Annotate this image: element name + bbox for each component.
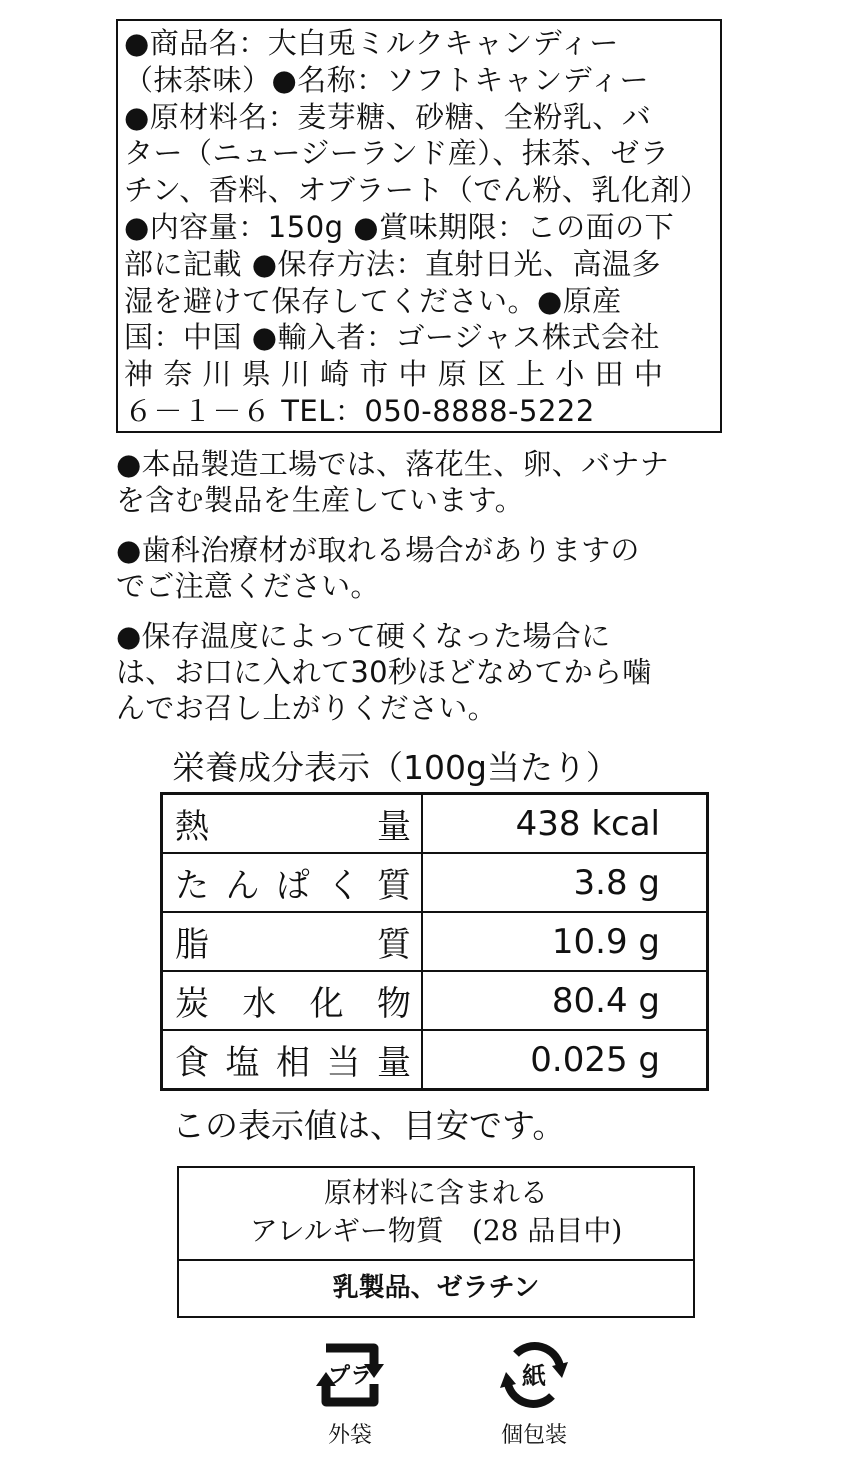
nutrient-label-char: 熱: [175, 807, 209, 847]
nutrient-label: [162, 971, 423, 1030]
nutrient-value: 80.4 g: [422, 971, 708, 1030]
nutrient-label: [162, 794, 423, 854]
nutrient-label-char: 相: [276, 1043, 310, 1083]
allergen-box: [177, 1166, 695, 1318]
nutrient-value: 3.8 g: [422, 853, 708, 912]
nutrient-label-char: 炭: [175, 984, 209, 1024]
recycle-caption: 個包装: [500, 1423, 567, 1448]
nutrient-label-char: た: [175, 866, 209, 906]
allergen-header-line: 原材料に含まれる: [323, 1176, 548, 1209]
nutrient-label-char: 量: [377, 807, 411, 847]
nutrient-value: 438 kcal: [422, 794, 708, 854]
dental-note: [116, 532, 736, 604]
nutrient-label-char: 水: [242, 984, 277, 1024]
nutrient-label-char: 化: [309, 984, 344, 1024]
nutrient-value: 10.9 g: [422, 912, 708, 971]
note-line: ●本品製造工場では、落花生、卵、バナナ: [116, 447, 670, 481]
info-line: ●内容量：150g ●賞味期限：この面の下: [124, 209, 675, 244]
allergen-factory-note: [116, 446, 736, 518]
allergen-items: 乳製品、ゼラチン: [332, 1273, 540, 1303]
note-line: を含む製品を生産しています。: [116, 483, 524, 517]
info-line: ター（ニュージーランド産）、抹茶、ゼラ: [124, 136, 670, 171]
info-line: ●商品名：大白兎ミルクキャンディー: [124, 26, 619, 60]
info-line: 神 奈 川 県 川 崎 市 中 原 区 上 小 田 中: [124, 357, 664, 392]
nutrient-label: [162, 853, 423, 912]
note-line: は、お口に入れて30秒ほどなめてから噛: [116, 655, 652, 689]
nutrition-row: [162, 1030, 708, 1090]
paper-recycle-mark: [484, 1338, 584, 1449]
nutrition-row: [162, 853, 708, 912]
nutrition-note: この表示値は、目安です。: [172, 1106, 566, 1145]
nutrition-table: [160, 792, 709, 1091]
nutrient-label-char: 量: [377, 1043, 411, 1083]
nutrient-label-char: ぱ: [276, 866, 310, 906]
recycle-caption: 外袋: [327, 1423, 372, 1448]
nutrient-label-char: 物: [376, 984, 411, 1024]
nutrition-title: 栄養成分表示（100g当たり）: [172, 748, 619, 787]
note-line: んでお召し上がりください。: [116, 691, 497, 725]
storage-hardness-note: [116, 618, 736, 726]
product-info-box: [116, 19, 722, 433]
info-line: ６－１－６ TEL：050-8888-5222: [124, 393, 595, 428]
nutrition-row: [162, 912, 708, 971]
plastic-recycle-mark: [300, 1338, 400, 1449]
nutrient-label-char: 塩: [225, 1043, 260, 1083]
info-line: 湿を避けて保存してください。●原産: [124, 283, 622, 318]
info-line: 部に記載 ●保存方法：直射日光、高温多: [124, 246, 662, 281]
note-line: ●歯科治療材が取れる場合がありますの: [116, 533, 640, 567]
nutrient-label-char: く: [326, 866, 361, 906]
plastic-recycle-icon: [312, 1338, 388, 1412]
nutrient-label: [162, 912, 423, 971]
info-line: 国：中国 ●輸入者：ゴージャス株式会社: [124, 320, 660, 355]
caution-notes: [116, 446, 736, 740]
allergen-header: [179, 1168, 693, 1261]
nutrient-label-char: ん: [225, 866, 260, 906]
recycle-symbol: プラ: [327, 1364, 373, 1389]
nutrient-label-char: 質: [377, 866, 411, 906]
nutrient-label: [162, 1030, 423, 1090]
recycle-symbol: 紙: [522, 1362, 546, 1390]
nutrient-label-char: 脂: [175, 925, 209, 965]
allergen-header-line: アレルギー物質 (28 品目中): [249, 1214, 623, 1247]
info-line: ●原材料名：麦芽糖、砂糖、全粉乳、バ: [124, 99, 652, 134]
nutrient-label-char: 質: [377, 925, 411, 965]
nutrition-row: [162, 971, 708, 1030]
info-line: （抹茶味）●名称：ソフトキャンディー: [124, 62, 649, 97]
note-line: でご注意ください。: [116, 569, 380, 603]
nutrient-label-char: 食: [175, 1043, 209, 1083]
nutrient-label-char: 当: [326, 1043, 361, 1083]
nutrition-row: [162, 794, 708, 854]
paper-recycle-icon: [496, 1338, 572, 1412]
nutrient-value: 0.025 g: [422, 1030, 708, 1090]
info-line: チン、香料、オブラート（でん粉、乳化剤）: [124, 173, 710, 208]
note-line: ●保存温度によって硬くなった場合に: [116, 619, 611, 653]
